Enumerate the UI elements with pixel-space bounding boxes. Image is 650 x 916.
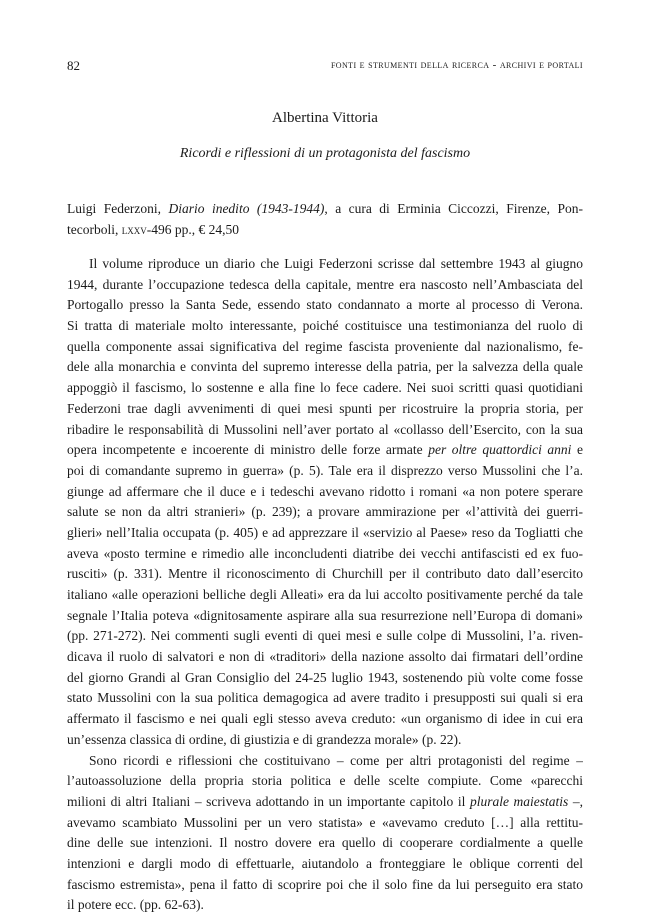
body-line: dicava il ruolo di salvatori e non di «traditori» della nazione assolto dai firmatari dell’ordine bbox=[67, 649, 583, 665]
body-line: intenzioni e dargli modo di effettuarle, aiutandolo a fronteggiare le oblique correnti del bbox=[67, 855, 583, 871]
body-text-run: opera incompetente e incoerente di ministro delle forze armate bbox=[67, 442, 429, 458]
body-line: Si tratta di materiale molto interessante, poiché costituisce una testimonianza del ruolo di bbox=[67, 318, 583, 334]
body-text-run: e bbox=[571, 442, 583, 458]
body-line: giunge ad affermare che il duce e i tedeschi avevano ridotto i romani «a non potere sperare bbox=[67, 483, 583, 499]
citation-publisher: tecorboli, bbox=[67, 221, 119, 237]
body-line: glieri» nell’Italia occupata (p. 405) e ad apprezzare il «servizio al Paese» reso da Togliatti che bbox=[67, 524, 583, 540]
body-line: quella componente assai significativa del regime fascista proveniente dal nazionalismo, fe- bbox=[67, 338, 583, 354]
body-line: affermato il fascismo e nei quali egli stesso aveva creduto: «un organismo di idee in cui era bbox=[67, 711, 583, 727]
citation-pages-price: -496 pp., € 24,50 bbox=[146, 221, 239, 237]
body-line: l’autoassoluzione della propria storia politica e delle scelte compiute. Come «parecchi bbox=[67, 773, 583, 789]
book-citation bbox=[67, 199, 583, 240]
body-line: un’essenza classica di ordine, di giustizia e di grandezza morale» (p. 22). bbox=[67, 731, 462, 747]
body-italic-run: per oltre quattordici anni bbox=[428, 442, 572, 458]
review-author: Albertina Vittoria bbox=[272, 110, 378, 126]
citation-roman-pages: lxxv bbox=[121, 221, 147, 237]
body-line: Portogallo presso la Santa Sede, essendo stato condannato a morte al processo di Verona. bbox=[67, 297, 583, 313]
body-line: salute se non da altri stranieri» (p. 239); a provare ammirazione per «l’attività dei guerri- bbox=[67, 504, 583, 520]
body-line: del giorno Grandi al Gran Consiglio del 24-25 luglio 1943, sostenendo più volte come fosse bbox=[67, 669, 583, 685]
body-line: avevamo scambiato Mussolini per un vero statista» e «avevamo creduto […] alla rettitu- bbox=[67, 814, 583, 830]
page-number: 82 bbox=[67, 58, 80, 73]
citation-book-title: Diario inedito (1943-1944) bbox=[168, 201, 325, 216]
body-line: Sono ricordi e riflessioni che costituivano – come per altri protagonisti del regime – bbox=[89, 752, 583, 768]
body-text-run: milioni di altri Italiani – scriveva adottando in un importante capitolo il bbox=[67, 793, 470, 809]
body-line: stato Mussolini con la sua politica demagogica ad avere tradito i presupposti sui quali si era bbox=[67, 690, 583, 706]
body-line: aveva «posto termine e rimedio alle inconcludenti diatribe dei vecchi antifascisti ed ex fuo- bbox=[67, 545, 583, 561]
body-line: fascismo estremista», pena il fatto di scoprire poi che il solo fine da lui perseguito era stato bbox=[67, 876, 583, 892]
running-title: fonti e strumenti della ricerca - archivi e portali bbox=[330, 59, 583, 71]
body-line: ribadire le responsabilità di Mussolini nell’aver portato al «collasso dell’Esercito, con la sua bbox=[67, 421, 583, 437]
body-line: Il volume riproduce un diario che Luigi Federzoni scrisse dal settembre 1943 al giugno bbox=[89, 256, 583, 271]
citation-details: , a cura di Erminia Ciccozzi, Firenze, Pon- bbox=[324, 201, 583, 216]
running-header bbox=[67, 58, 583, 74]
body-line: dine delle sue intenzioni. Il nostro dovere era quello di cooperare cordialmente a quelle bbox=[67, 835, 583, 851]
body-line: appoggiò il fascismo, lo sostenne e alla fine lo fece cadere. Nei suoi scritti quasi quotidiani bbox=[67, 380, 583, 396]
review-title: Ricordi e riflessioni di un protagonista del fascismo bbox=[179, 146, 471, 161]
body-line: rusciti» (p. 331). Mentre il riconoscimento di Churchill per il contributo dato dall’esercito bbox=[67, 566, 583, 582]
body-line: segnale l’Italia poteva «dignitosamente aspirare alla sua resurrezione nell’Europa di domani» bbox=[67, 607, 583, 623]
body-line: (pp. 271-272). Nei commenti sugli eventi di quei mesi e sulle colpe di Mussolini, l’a. riven- bbox=[67, 628, 583, 644]
body-line: dele alla monarchia e convinta del supremo interesse della patria, per la salvezza della quale bbox=[67, 359, 583, 375]
review-body bbox=[67, 254, 583, 916]
citation-line bbox=[67, 199, 583, 220]
body-line bbox=[67, 792, 583, 813]
body-line: italiano «alle operazioni belliche degli Alleati» era da lui accolto positivamente perché da tale bbox=[67, 587, 583, 602]
body-line: poi di comandante supremo in guerra» (p. 5). Tale era il disprezzo verso Mussolini che l’a. bbox=[67, 462, 583, 478]
body-line: 1944, durante l’occupazione tedesca della capitale, mentre era nascosto nell’Ambasciata del bbox=[67, 276, 583, 292]
body-text-run: –, bbox=[568, 793, 583, 809]
body-line bbox=[67, 440, 583, 461]
body-italic-run: plurale maiestatis bbox=[469, 793, 569, 809]
citation-line bbox=[67, 220, 583, 241]
body-line: il potere ecc. (pp. 62-63). bbox=[67, 897, 204, 913]
body-line: Federzoni trae dagli avvenimenti di quei mesi spunti per ricostruire la propria storia, per bbox=[67, 400, 583, 416]
citation-author: Luigi Federzoni, bbox=[67, 201, 162, 216]
